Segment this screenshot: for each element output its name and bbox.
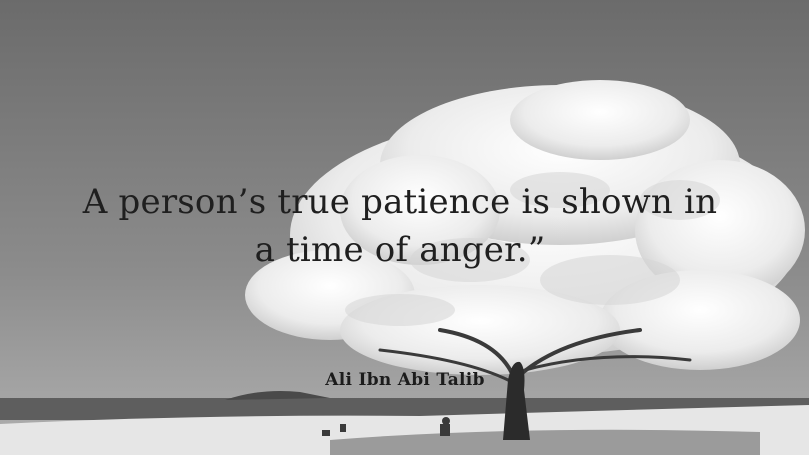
quote-line-1: A person’s true patience is shown in xyxy=(82,182,718,222)
quote-author: Ali Ibn Abi Talib xyxy=(325,370,485,390)
quote-line-2: a time of anger.” xyxy=(254,230,546,270)
quote-text xyxy=(40,178,760,274)
